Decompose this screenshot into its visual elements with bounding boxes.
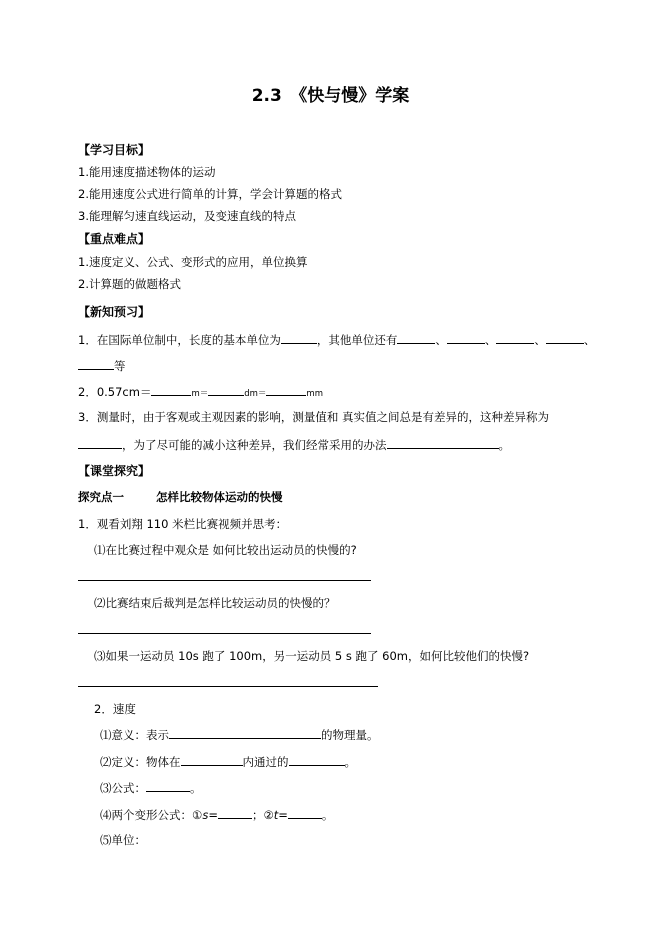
q2-text-a: 2．0.57cm＝ bbox=[78, 385, 152, 399]
answer-blank[interactable] bbox=[397, 332, 435, 344]
q2-unit-mm: mm bbox=[306, 389, 323, 399]
def-text-b: 内通过的 bbox=[242, 755, 289, 769]
key-item: 2.计算题的做题格式 bbox=[78, 277, 181, 291]
q1-text-b: ，其他单位还有 bbox=[316, 333, 398, 347]
preview-question-1-cont bbox=[78, 358, 126, 373]
answer-blank[interactable] bbox=[496, 332, 534, 344]
speed-formula bbox=[100, 780, 202, 795]
answer-blank[interactable] bbox=[181, 754, 243, 766]
goal-item: 3.能理解匀速直线运动，及变速直线的特点 bbox=[78, 209, 296, 223]
goal-item: 1.能用速度描述物体的运动 bbox=[78, 165, 216, 179]
explore-point-title: 怎样比较物体运动的快慢 bbox=[156, 490, 283, 504]
symbol-s: s bbox=[202, 808, 209, 822]
section-heading-explore: 【课堂探究】 bbox=[78, 464, 151, 478]
speed-meaning bbox=[100, 727, 379, 742]
q2-unit-m: m＝ bbox=[191, 389, 209, 399]
answer-blank[interactable] bbox=[266, 384, 306, 396]
answer-blank[interactable] bbox=[169, 727, 321, 739]
symbol-t: t bbox=[273, 808, 279, 822]
explore-item-2: 2．速度 bbox=[94, 702, 136, 716]
section-heading-preview: 【新知预习】 bbox=[78, 305, 151, 319]
q3-end: 。 bbox=[498, 438, 510, 452]
answer-line[interactable] bbox=[78, 580, 371, 581]
answer-blank[interactable] bbox=[78, 437, 122, 449]
variants-sep: ；② bbox=[251, 808, 274, 822]
answer-blank[interactable] bbox=[151, 384, 191, 396]
separator: 、 bbox=[534, 333, 546, 347]
explore-subquestion: ⑵比赛结束后裁判是怎样比较运动员的快慢的？ bbox=[94, 596, 336, 610]
q1-text-a: 1．在国际单位制中，长度的基本单位为 bbox=[78, 333, 281, 347]
speed-unit: ⑸单位： bbox=[100, 833, 146, 847]
meaning-text-a: ⑴意义：表示 bbox=[100, 728, 169, 742]
preview-question-3-cont bbox=[78, 437, 510, 452]
formula-end: 。 bbox=[190, 781, 202, 795]
separator: 、 bbox=[435, 333, 447, 347]
answer-blank[interactable] bbox=[208, 384, 244, 396]
def-text-a: ⑵定义：物体在 bbox=[100, 755, 181, 769]
separator: 、 bbox=[583, 333, 596, 347]
explore-subquestion: ⑴在比赛过程中观众是 如何比较出运动员的快慢的? bbox=[94, 543, 357, 557]
goal-item: 2.能用速度公式进行简单的计算，学会计算题的格式 bbox=[78, 187, 342, 201]
separator: 、 bbox=[484, 333, 497, 347]
section-heading-key: 【重点难点】 bbox=[78, 232, 151, 246]
answer-blank[interactable] bbox=[218, 807, 252, 819]
formula-text: ⑶公式： bbox=[100, 781, 146, 795]
speed-definition bbox=[100, 754, 356, 769]
equals: = bbox=[208, 808, 218, 822]
preview-question-2 bbox=[78, 384, 323, 401]
answer-blank[interactable] bbox=[281, 332, 317, 344]
explore-subquestion: ⑶如果一运动员 10s 跑了 100m，另一运动员 5 s 跑了 60m，如何比较他们的快慢? bbox=[94, 649, 530, 663]
answer-blank[interactable] bbox=[447, 332, 485, 344]
answer-blank[interactable] bbox=[387, 437, 499, 449]
preview-question-3: 3．测量时，由于客观或主观因素的影响，测量值和 真实值之间总是有差异的，这种差异称为 bbox=[78, 410, 549, 424]
meaning-text-b: 的物理量。 bbox=[321, 728, 379, 742]
preview-question-1 bbox=[78, 332, 595, 347]
section-heading-goals: 【学习目标】 bbox=[78, 143, 151, 157]
answer-blank[interactable] bbox=[289, 754, 345, 766]
answer-blank[interactable] bbox=[78, 358, 114, 370]
key-item: 1.速度定义、公式、变形式的应用，单位换算 bbox=[78, 255, 308, 269]
q2-unit-dm: dm＝ bbox=[244, 389, 267, 399]
answer-line[interactable] bbox=[78, 633, 371, 634]
page-title: 2.3 《快与慢》学案 bbox=[251, 86, 410, 106]
q1-end: 等 bbox=[114, 359, 126, 373]
variants-text: ⑷两个变形公式：① bbox=[100, 808, 203, 822]
q3-text-b: ，为了尽可能的减小这种差异，我们经常采用的办法 bbox=[122, 438, 387, 452]
variants-end: 。 bbox=[321, 808, 334, 822]
explore-item-1: 1．观看刘翔 110 米栏比赛视频并思考： bbox=[78, 517, 288, 531]
explore-point-label: 探究点一 bbox=[78, 490, 124, 504]
answer-blank[interactable] bbox=[146, 780, 190, 792]
answer-blank[interactable] bbox=[546, 332, 584, 344]
def-end: 。 bbox=[344, 755, 356, 769]
speed-variants bbox=[100, 807, 333, 822]
answer-line[interactable] bbox=[78, 686, 378, 687]
answer-blank[interactable] bbox=[288, 807, 322, 819]
equals: = bbox=[278, 808, 288, 822]
